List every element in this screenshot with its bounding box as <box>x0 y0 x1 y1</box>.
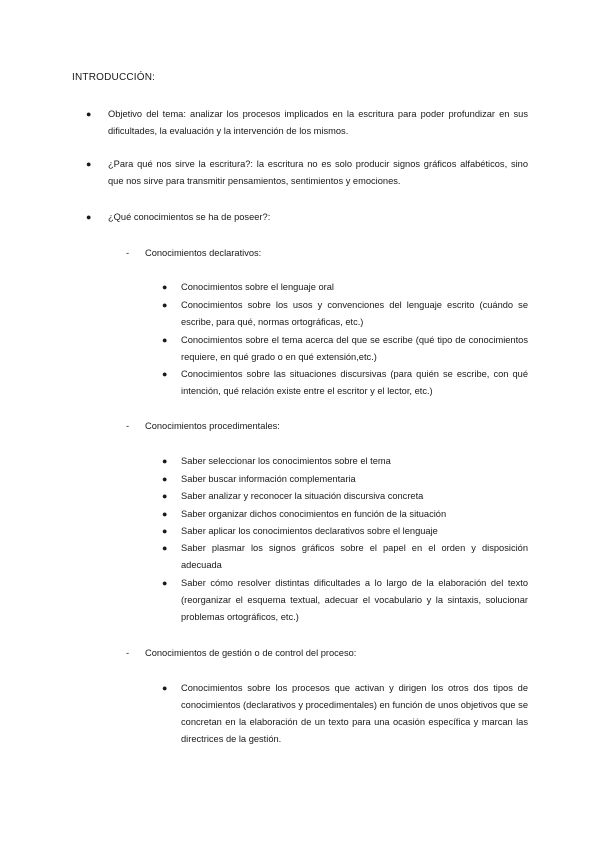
sub-list-item <box>160 488 528 505</box>
sub-list-item <box>160 453 528 470</box>
list-item-objective <box>86 106 528 140</box>
sub-list-item <box>160 366 528 400</box>
section-control <box>126 645 526 662</box>
sub-list-item <box>160 471 528 488</box>
dash-marker: - <box>126 421 130 431</box>
sub-list-item-text: Saber aplicar los conocimientos declarativos sobre el lenguaje <box>181 526 438 536</box>
sub-list-item <box>160 506 528 523</box>
list-item-text: ¿Para qué nos sirve la escritura?: la escritura no es solo producir signos gráficos alfabéticos, sino que nos sirve para transmitir pensamientos, sentimientos y emociones. <box>108 159 528 186</box>
sub-list-item-text: Conocimientos sobre el lenguaje oral <box>181 282 334 292</box>
sub-list-item <box>160 332 528 366</box>
bullet-icon: ● <box>86 159 92 169</box>
sub-list-item-text: Saber seleccionar los conocimientos sobre el tema <box>181 456 391 466</box>
sub-list-item-text: Saber cómo resolver distintas dificultades a lo largo de la elaboración del texto (reorganizar el esquema textual, adecuar el vocabulario y la sintaxis, solucionar problemas ortográficos, etc.) <box>181 578 528 622</box>
sub-list-item <box>160 575 528 626</box>
sub-list-item <box>160 279 528 296</box>
bullet-icon: ● <box>162 543 168 553</box>
section-title: Conocimientos declarativos: <box>145 248 262 258</box>
bullet-icon: ● <box>162 300 168 310</box>
dash-marker: - <box>126 248 130 258</box>
bullet-icon: ● <box>162 578 168 588</box>
bullet-icon: ● <box>162 509 168 519</box>
list-item-text: ¿Qué conocimientos se ha de poseer?: <box>108 212 271 222</box>
list-item-knowledge <box>86 209 528 226</box>
sub-list-item-text: Saber organizar dichos conocimientos en función de la situación <box>181 509 447 519</box>
dash-marker: - <box>126 648 130 658</box>
sub-list-item-text: Conocimientos sobre los procesos que activan y dirigen los otros dos tipos de conocimientos (declarativos y procedimentales) en función de unos objetivos que se concretan en la elaboración de un texto para una ocasión específica y marcan las directrices de la gestión. <box>181 683 528 744</box>
sub-list-item-text: Saber plasmar los signos gráficos sobre el papel en el orden y disposición adecuada <box>181 543 528 570</box>
bullet-icon: ● <box>162 335 168 345</box>
sub-list-item-text: Conocimientos sobre las situaciones discursivas (para quién se escribe, con qué intención, qué relación existe entre el escritor y el lector, etc.) <box>181 369 528 396</box>
sub-list-item-text: Saber analizar y reconocer la situación discursiva concreta <box>181 491 424 501</box>
page-heading: INTRODUCCIÓN: <box>72 72 156 83</box>
section-procedural <box>126 418 526 435</box>
bullet-icon: ● <box>162 456 168 466</box>
sub-list-item-text: Saber buscar información complementaria <box>181 474 356 484</box>
bullet-icon: ● <box>86 212 92 222</box>
sub-list-item <box>160 523 528 540</box>
section-declarative <box>126 245 526 262</box>
sub-list-item-text: Conocimientos sobre el tema acerca del que se escribe (qué tipo de conocimientos requiere, en qué grado o en qué extensión,etc.) <box>181 335 528 362</box>
bullet-icon: ● <box>162 282 168 292</box>
list-item-purpose <box>86 156 528 190</box>
bullet-icon: ● <box>162 683 168 693</box>
bullet-icon: ● <box>162 369 168 379</box>
bullet-icon: ● <box>162 474 168 484</box>
section-title: Conocimientos de gestión o de control del proceso: <box>145 648 357 658</box>
section-title: Conocimientos procedimentales: <box>145 421 280 431</box>
sub-list-item <box>160 680 528 748</box>
list-item-text: Objetivo del tema: analizar los procesos implicados en la escritura para poder profundizar en sus dificultades, la evaluación y la intervención de los mismos. <box>108 109 528 136</box>
bullet-icon: ● <box>162 491 168 501</box>
bullet-icon: ● <box>162 526 168 536</box>
bullet-icon: ● <box>86 109 92 119</box>
sub-list-item <box>160 540 528 574</box>
sub-list-item-text: Conocimientos sobre los usos y convenciones del lenguaje escrito (cuándo se escribe, para qué, normas ortográficas, etc.) <box>181 300 528 327</box>
sub-list-item <box>160 297 528 331</box>
